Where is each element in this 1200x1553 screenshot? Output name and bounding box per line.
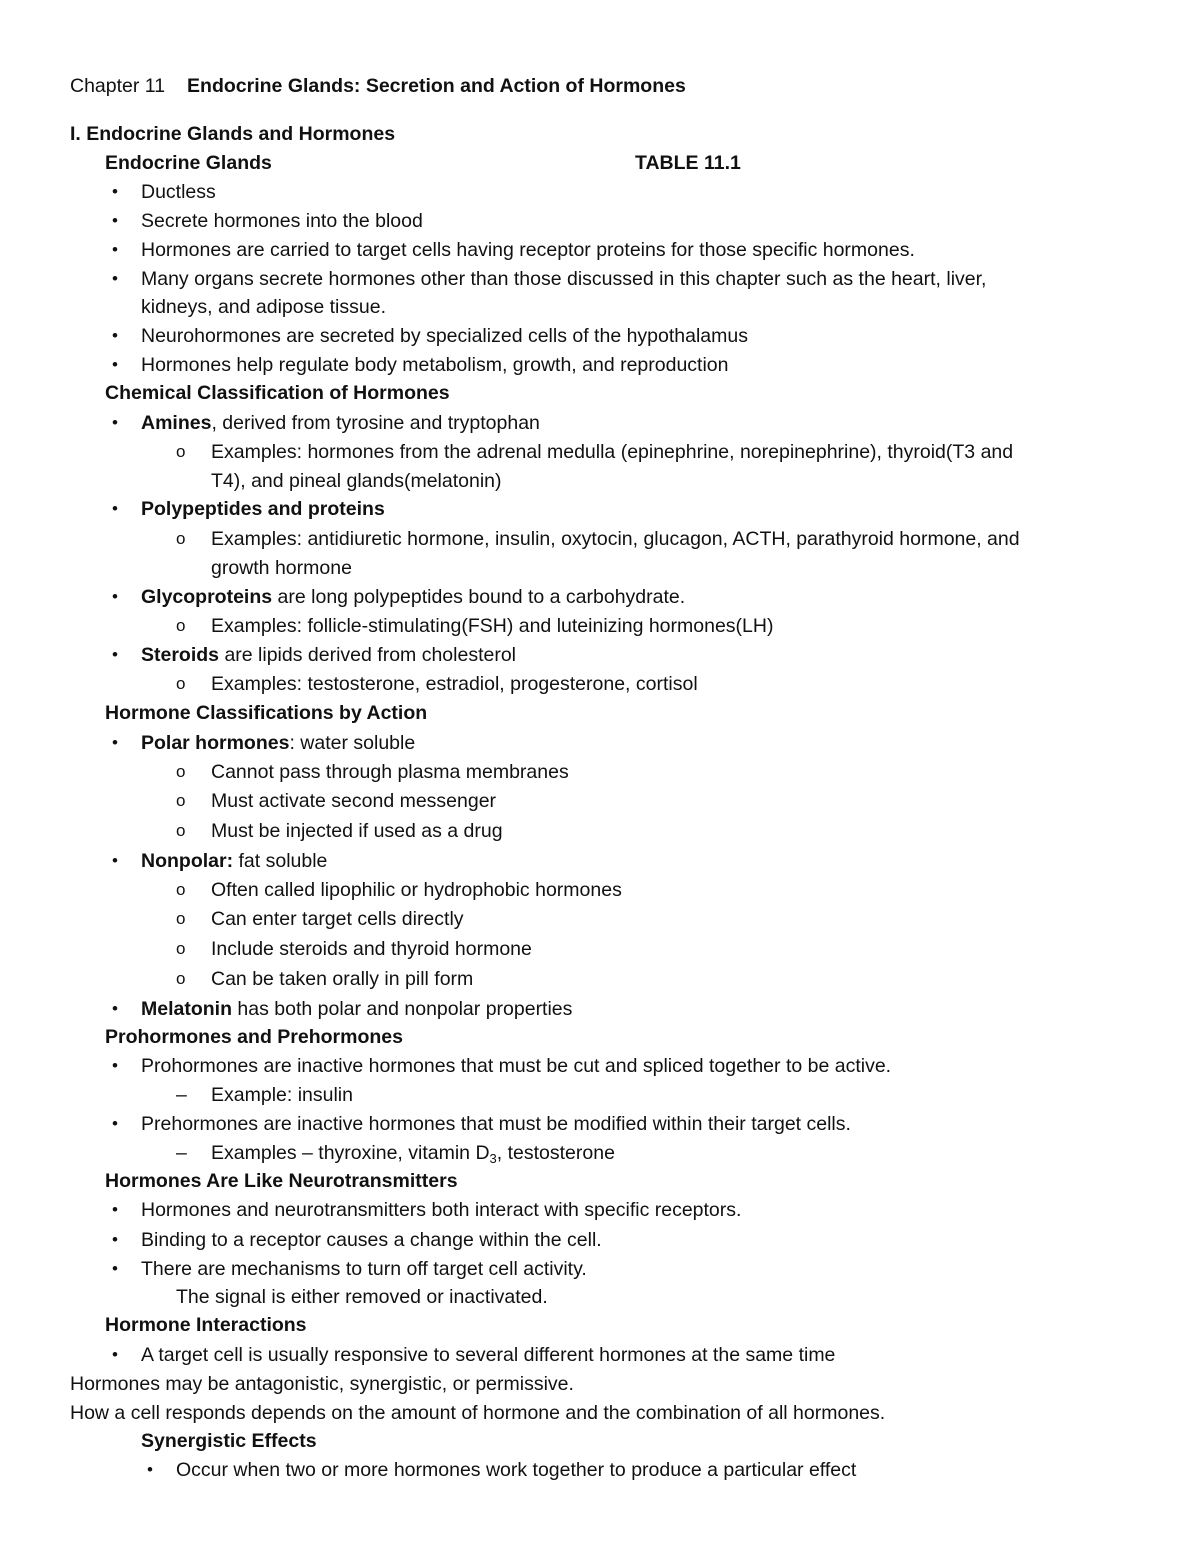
bullet-icon: • (112, 1230, 118, 1249)
list-item: There are mechanisms to turn off target cell activity. (141, 1258, 587, 1280)
sub-list-item: Examples: antidiuretic hormone, insulin, oxytocin, glucagon, ACTH, parathyroid hormone, and (211, 528, 1020, 550)
bullet-icon: • (112, 1345, 118, 1364)
section-heading: I. Endocrine Glands and Hormones (70, 123, 396, 145)
list-item: Hormones are carried to target cells having receptor proteins for those specific hormones. (141, 239, 915, 261)
subscript: 3 (489, 1151, 497, 1166)
subheading-endocrine-glands: Endocrine Glands (105, 152, 272, 174)
circle-bullet-icon: o (176, 909, 186, 928)
subheading-neurotransmitters: Hormones Are Like Neurotransmitters (105, 1170, 458, 1192)
circle-bullet-icon: o (176, 821, 186, 840)
list-item: Prehormones are inactive hormones that must be modified within their target cells. (141, 1113, 851, 1135)
list-item-amines (141, 411, 540, 435)
list-item: Hormones help regulate body metabolism, growth, and reproduction (141, 354, 729, 376)
subheading-hormone-interactions: Hormone Interactions (105, 1314, 307, 1336)
subheading-chemical-classification: Chemical Classification of Hormones (105, 382, 450, 404)
list-item: Secrete hormones into the blood (141, 210, 423, 232)
chapter-header (70, 74, 686, 98)
list-item-nonpolar (141, 849, 327, 873)
list-item-glycoproteins (141, 585, 685, 609)
sub-list-item: Can be taken orally in pill form (211, 968, 474, 990)
prehormone-examples-end: , testosterone (496, 1142, 615, 1164)
sub-list-item: Often called lipophilic or hydrophobic hormones (211, 879, 622, 901)
list-item: A target cell is usually responsive to several different hormones at the same time (141, 1344, 836, 1366)
list-item: Prohormones are inactive hormones that must be cut and spliced together to be active. (141, 1055, 892, 1077)
glycoproteins-description: are long polypeptides bound to a carbohydrate. (272, 586, 686, 608)
term-polar-hormones: Polar hormones (141, 732, 290, 754)
bullet-icon: • (112, 645, 118, 664)
circle-bullet-icon: o (176, 616, 186, 635)
bullet-icon: • (112, 1259, 118, 1278)
list-item: Binding to a receptor causes a change within the cell. (141, 1229, 602, 1251)
list-item: Occur when two or more hormones work together to produce a particular effect (176, 1459, 857, 1481)
sub-list-item: Examples: hormones from the adrenal medulla (epinephrine, norepinephrine), thyroid(T3 and (211, 441, 1014, 463)
sub-list-item: Must activate second messenger (211, 790, 497, 812)
paragraph: Hormones may be antagonistic, synergistic, or permissive. (70, 1373, 574, 1395)
list-item: Hormones and neurotransmitters both interact with specific receptors. (141, 1199, 742, 1221)
list-item: Neurohormones are secreted by specialized cells of the hypothalamus (141, 325, 748, 347)
list-item-continuation: kidneys, and adipose tissue. (141, 296, 386, 318)
term-nonpolar: Nonpolar: (141, 850, 234, 872)
circle-bullet-icon: o (176, 762, 186, 781)
sub-list-item-continuation: T4), and pineal glands(melatonin) (211, 470, 502, 492)
term-steroids: Steroids (141, 644, 220, 666)
nonpolar-description: fat soluble (233, 850, 328, 872)
circle-bullet-icon: o (176, 442, 186, 461)
list-item-continuation: The signal is either removed or inactivated. (176, 1286, 548, 1308)
circle-bullet-icon: o (176, 529, 186, 548)
bullet-icon: • (112, 326, 118, 345)
sub-list-item: Example: insulin (211, 1084, 353, 1106)
term-glycoproteins: Glycoproteins (141, 586, 273, 608)
circle-bullet-icon: o (176, 791, 186, 810)
term-polypeptides: Polypeptides and proteins (141, 498, 385, 520)
amines-description: , derived from tyrosine and tryptophan (211, 412, 540, 434)
paragraph: How a cell responds depends on the amount of hormone and the combination of all hormones. (70, 1402, 886, 1424)
bullet-icon: • (112, 733, 118, 752)
bullet-icon: • (112, 269, 118, 288)
table-reference: TABLE 11.1 (635, 152, 741, 174)
steroids-description: are lipids derived from cholesterol (219, 644, 516, 666)
chapter-label: Chapter 11 (70, 75, 166, 97)
bullet-icon: • (112, 413, 118, 432)
list-item-melatonin (141, 997, 572, 1021)
bullet-icon: • (112, 1200, 118, 1219)
circle-bullet-icon: o (176, 969, 186, 988)
bullet-icon: • (112, 211, 118, 230)
melatonin-description: has both polar and nonpolar properties (232, 998, 573, 1020)
prehormone-examples: Examples – thyroxine, vitamin D (211, 1142, 490, 1164)
dash-bullet-icon: – (176, 1142, 187, 1164)
bullet-icon: • (112, 587, 118, 606)
sub-list-item (211, 1141, 615, 1165)
sub-list-item: Must be injected if used as a drug (211, 820, 503, 842)
bullet-icon: • (112, 355, 118, 374)
bullet-icon: • (147, 1460, 153, 1479)
bullet-icon: • (112, 851, 118, 870)
circle-bullet-icon: o (176, 880, 186, 899)
bullet-icon: • (112, 1114, 118, 1133)
list-item-polar (141, 731, 415, 755)
polar-description: : water soluble (289, 732, 416, 754)
circle-bullet-icon: o (176, 939, 186, 958)
subheading-synergistic-effects: Synergistic Effects (141, 1430, 317, 1452)
subheading-prohormones: Prohormones and Prehormones (105, 1026, 403, 1048)
dash-bullet-icon: – (176, 1084, 187, 1106)
chapter-title: Endocrine Glands: Secretion and Action of Hormones (187, 75, 686, 97)
bullet-icon: • (112, 999, 118, 1018)
term-amines: Amines (141, 412, 212, 434)
circle-bullet-icon: o (176, 674, 186, 693)
sub-list-item: Include steroids and thyroid hormone (211, 938, 532, 960)
sub-list-item: Examples: follicle-stimulating(FSH) and luteinizing hormones(LH) (211, 615, 774, 637)
bullet-icon: • (112, 1056, 118, 1075)
subheading-classification-by-action: Hormone Classifications by Action (105, 702, 428, 724)
list-item: Ductless (141, 181, 216, 203)
bullet-icon: • (112, 182, 118, 201)
list-item-steroids (141, 643, 516, 667)
sub-list-item-continuation: growth hormone (211, 557, 352, 579)
bullet-icon: • (112, 499, 118, 518)
sub-list-item: Cannot pass through plasma membranes (211, 761, 569, 783)
sub-list-item: Examples: testosterone, estradiol, progesterone, cortisol (211, 673, 698, 695)
bullet-icon: • (112, 240, 118, 259)
term-melatonin: Melatonin (141, 998, 232, 1020)
sub-list-item: Can enter target cells directly (211, 908, 464, 930)
list-item: Many organs secrete hormones other than those discussed in this chapter such as the heart, liver, (141, 268, 987, 290)
